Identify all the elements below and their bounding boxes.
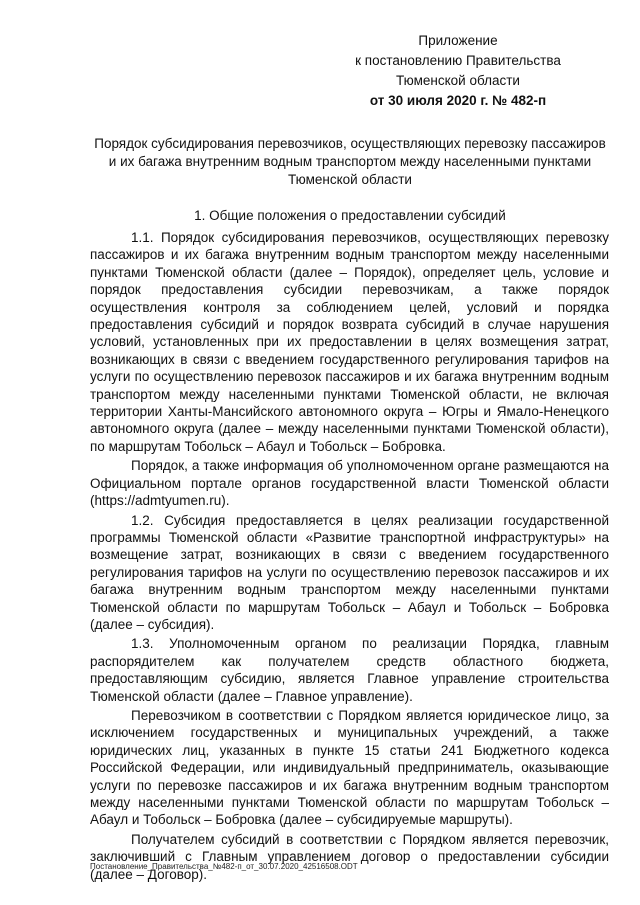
paragraph-1-1: 1.1. Порядок субсидирования перевозчиков, осуществляющих перевозку пассажиров и их багажа внутренним водным транспортом между населенными пунктами Тюменской области (далее – Порядок), определяет цель, условие и порядок предоставления субсидии перевозчикам, а также порядок осуществления контроля за соблюдением целей, условий и порядка предоставления субсидий и порядок возврата субсидий в случае нарушения условий, установленных при их предоставлении в целях возмещения затрат, возникающих в связи с введением государственного регулирования тарифов на услуги по осуществлению перевозок пассажиров и их багажа внутренним водным транспортом между населенными пунктами Тюменской области, не включая территории Ханты-Мансийского автономного округа – Югры и Ямало-Ненецкого автономного округа (далее – между населенными пунктами Тюменской области), по маршрутам Тобольск – Абаул и Тобольск – Бобровка. [90, 230, 609, 454]
appendix-header [328, 31, 588, 111]
paragraph-1-2: 1.2. Субсидия предоставляется в целях реализации государственной программы Тюменской области «Развитие транспортной инфраструктуры» на возмещение затрат, возникающих в связи с введением государственного регулирования тарифов на услуги по осуществлению перевозок пассажиров и их багажа внутренним водным транспортом между населенными пунктами Тюменской области по маршрутам Тобольск – Абаул и Тобольск – Бобровка (далее – субсидия). [90, 512, 609, 632]
appendix-label: Приложение [418, 33, 498, 48]
section-heading: 1. Общие положения о предоставлении субсидий [194, 208, 506, 223]
appendix-region: Тюменской области [396, 73, 520, 88]
paragraph-recipient: Получателем субсидий в соответствии с Порядком является перевозчик, заключивший с Главным управлением договор о предоставлении субсидии (далее – Договор). [90, 831, 609, 882]
paragraph-portal: Порядок, а также информация об уполномоченном органе размещаются на Официальном портале органов государственной власти Тюменской области (https://admtyumen.ru). [90, 458, 609, 509]
paragraph-carrier: Перевозчиком в соответствии с Порядком является юридическое лицо, за исключением государственных и муниципальных учреждений, а также юридических лиц, указанных в пункте 15 статьи 241 Бюджетного кодекса Российской Федерации, или индивидуальный предприниматель, оказывающие услуги по перевозке пассажиров и их багажа внутренним водным транспортом между населенными пунктами Тюменской области по маршрутам Тобольск – Абаул и Тобольск – Бобровка (далее – субсидируемые маршруты). [90, 707, 609, 828]
footer-filename: Постановление_Правительства_№482-п_от_30.07.2020_42516508.ODT [90, 862, 358, 871]
appendix-date-number: от 30 июля 2020 г. № 482-п [369, 93, 547, 108]
appendix-decree-ref: к постановлению Правительства [355, 53, 561, 68]
document-body [90, 229, 609, 885]
document-title: Порядок субсидирования перевозчиков, осуществляющих перевозку пассажиров и их багажа внутренним водным транспортом между населенными пунктами Тюменской области [94, 136, 606, 187]
paragraph-1-3: 1.3. Уполномоченным органом по реализации Порядка, главным распорядителем как получателем средств областного бюджета, предоставляющим субсидию, является Главное управление строительства Тюменской области (далее – Главное управление). [90, 636, 609, 704]
